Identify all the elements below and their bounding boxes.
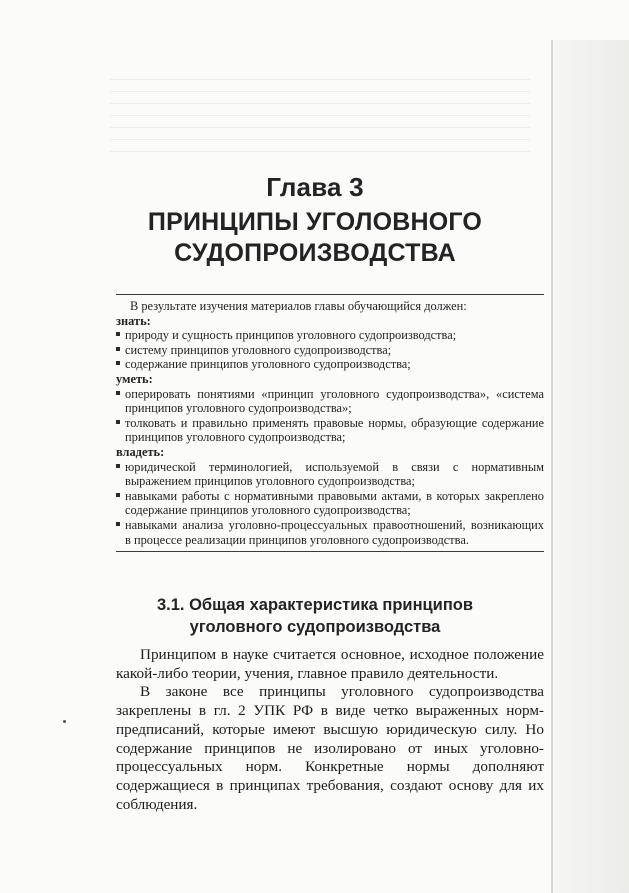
section-title-line-2: уголовного судопроизводства — [189, 618, 441, 636]
chapter-title-line-1: ПРИНЦИПЫ УГОЛОВНОГО — [147, 208, 483, 236]
paragraph: В законе все принципы уголовного судопроизводства закреплены в гл. 2 УПК РФ в виде четко выраженных норм-предписаний, которые имеют высшую юридическую силу. Но содержание принципов не изолировано от иных уголовно-процессуальных норм. Конкретные нормы дополняют содержащиеся в принципах требования, создают основу для их соблюдения. — [116, 683, 544, 813]
bullet-icon — [116, 332, 120, 336]
learning-objectives-box — [116, 294, 544, 552]
chapter-label: Глава 3 — [266, 172, 364, 202]
objectives-intro: В результате изучения материалов главы обучающийся должен: — [130, 299, 467, 313]
section-heading — [100, 594, 530, 638]
bullet-icon — [116, 493, 120, 497]
paragraph: Принципом в науке считается основное, исходное положение какой-либо теории, учения, главное правило деятельности. — [116, 646, 544, 682]
bullet-icon — [116, 391, 120, 395]
objective-item: навыками анализа уголовно-процессуальных правоотношений, возникающих в процессе реализации принципов уголовного судопроизводства. — [116, 518, 544, 547]
show-through-text — [110, 68, 530, 158]
section-title-line-1: 3.1. Общая характеристика принципов — [156, 596, 474, 614]
objective-item: оперировать понятиями «принцип уголовного судопроизводства», «система принципов уголовного судопроизводства»; — [116, 387, 544, 416]
objective-item: систему принципов уголовного судопроизводства; — [116, 343, 544, 358]
bullet-icon — [116, 420, 120, 424]
body-text — [116, 646, 544, 814]
objective-item: природу и сущность принципов уголовного судопроизводства; — [116, 328, 544, 343]
objective-item: юридической терминологией, используемой в связи с нормативным выражением принципов уголовного судопроизводства; — [116, 460, 544, 489]
bullet-icon — [116, 347, 120, 351]
bullet-icon — [116, 361, 120, 365]
chapter-title-line-2: СУДОПРОИЗВОДСТВА — [174, 239, 456, 267]
objectives-heading-master: владеть: — [116, 444, 165, 459]
bullet-icon — [116, 522, 120, 526]
objectives-heading-skills: уметь: — [116, 371, 153, 386]
objective-item: навыками работы с нормативными правовыми актами, в которых закреплено содержание принципов уголовного судопроизводства; — [116, 489, 544, 518]
margin-speck — [63, 720, 66, 723]
objectives-heading-know: знать: — [116, 313, 151, 328]
page-edge-shadow — [551, 40, 629, 893]
objective-item: содержание принципов уголовного судопроизводства; — [116, 357, 544, 372]
bullet-icon — [116, 464, 120, 468]
objective-item: толковать и правильно применять правовые нормы, образующие содержание принципов уголовного судопроизводства; — [116, 416, 544, 445]
chapter-heading — [100, 172, 530, 268]
